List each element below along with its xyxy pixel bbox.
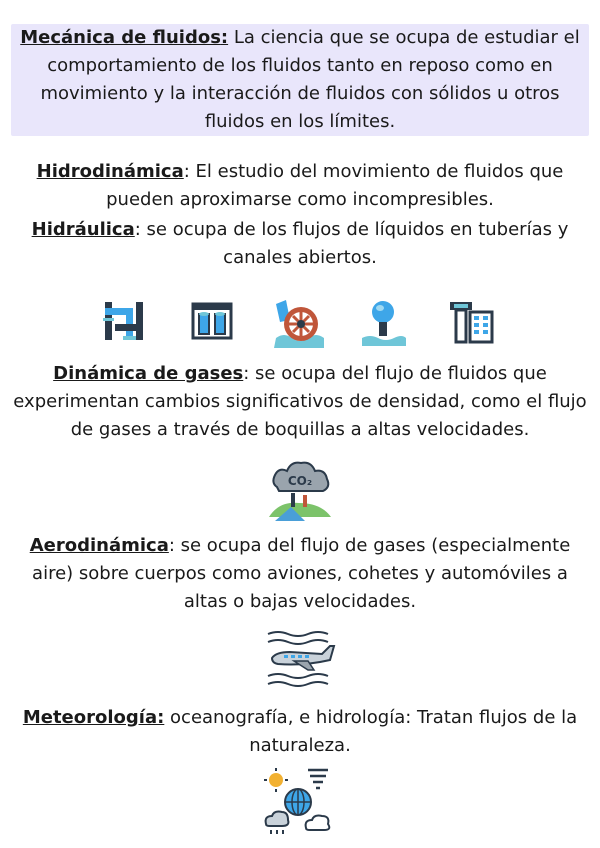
water-tower-icon bbox=[360, 298, 406, 348]
mecanica-colon: : bbox=[220, 27, 229, 48]
co2-label: CO₂ bbox=[287, 474, 313, 488]
weather-globe-icon bbox=[262, 766, 334, 838]
dinamica-gases-definition bbox=[8, 360, 592, 444]
mecanica-text: La ciencia que se ocupa de estudiar el comportamiento de los fluidos tanto en reposo como en movimiento y la interacción de fluidos con sólidos u otros fluidos en los límites. bbox=[40, 27, 580, 132]
hidrodinamica-text: : El estudio del movimiento de fluidos que pueden aproximarse como incompresibles. bbox=[106, 161, 564, 210]
mecanica-definition bbox=[11, 24, 589, 136]
mecanica-term: Mecánica de fluidos bbox=[20, 27, 221, 48]
hidraulica-text: : se ocupa de los flujos de líquidos en tuberías y canales abiertos. bbox=[134, 219, 569, 268]
meteorologia-term: Meteorología: bbox=[22, 707, 165, 728]
meteorologia-definition bbox=[8, 704, 592, 760]
dinamica-gases-text: : se ocupa del flujo de fluidos que experimentan cambios significativos de densidad, como el flujo de gases a través de boquillas a altas velocidades. bbox=[13, 363, 587, 440]
hidraulica-definition bbox=[8, 216, 592, 272]
hidrodinamica-term: Hidrodinámica bbox=[36, 161, 184, 182]
hidrodinamica-definition bbox=[8, 158, 592, 214]
pipes-icon bbox=[101, 298, 147, 344]
airplane-wind-icon bbox=[264, 628, 336, 692]
aerodinamica-term: Aerodinámica bbox=[29, 535, 169, 556]
hydraulics-icon-row bbox=[0, 298, 600, 354]
aerodinamica-definition bbox=[8, 532, 592, 616]
water-wheel-icon bbox=[274, 298, 324, 348]
meteorologia-text: oceanografía, e hidrología: Tratan flujos de la naturaleza. bbox=[164, 707, 578, 756]
aerodinamica-text: : se ocupa del flujo de gases (especialmente aire) sobre cuerpos como aviones, cohetes y automóviles a altas o bajas velocidades. bbox=[32, 535, 571, 612]
water-tanks-icon bbox=[190, 298, 234, 342]
dinamica-gases-term: Dinámica de gases bbox=[53, 363, 244, 384]
control-tower-icon bbox=[448, 298, 496, 346]
hidraulica-term: Hidráulica bbox=[31, 219, 135, 240]
co2-cloud-icon bbox=[265, 457, 335, 523]
